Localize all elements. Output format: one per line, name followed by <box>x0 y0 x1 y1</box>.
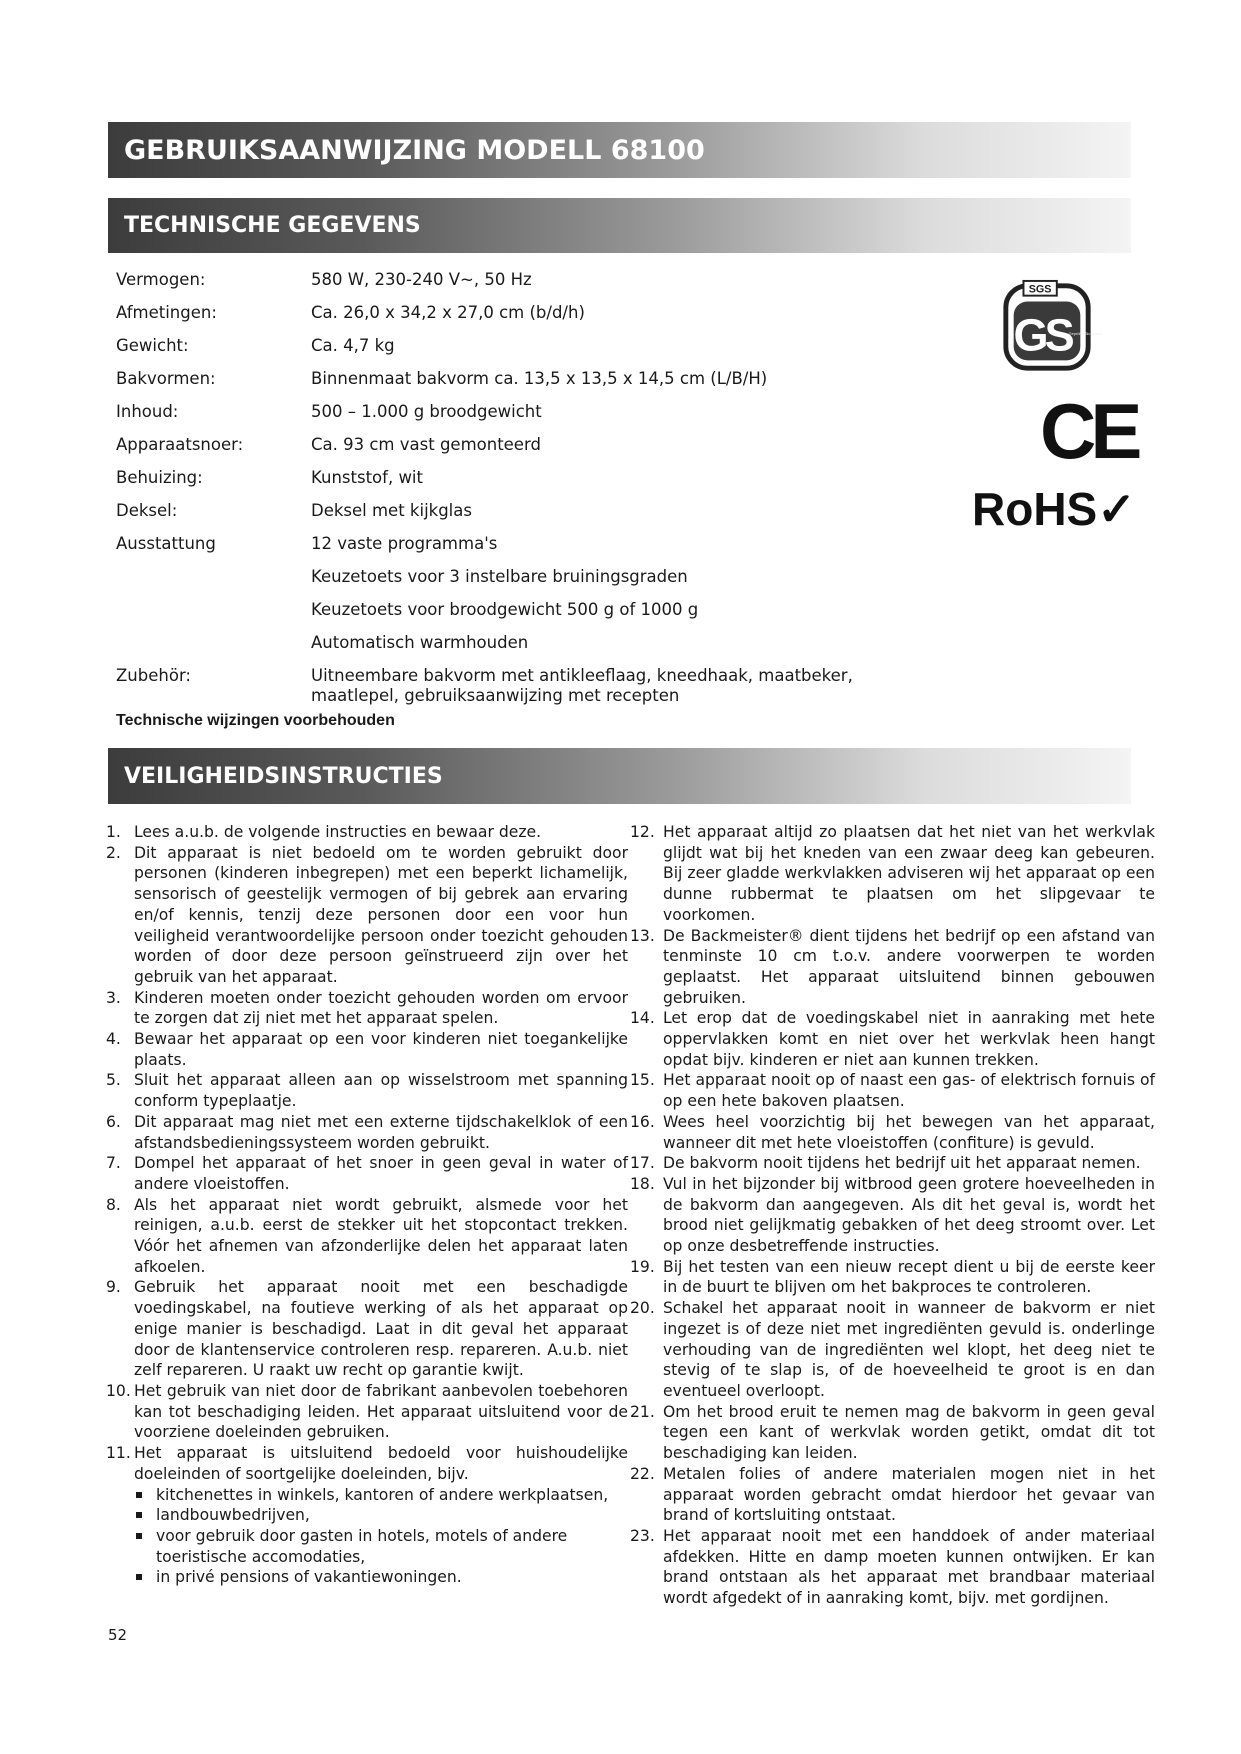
safety-item-number: 9. <box>106 1278 121 1297</box>
section-title-technical: TECHNISCHE GEGEVENS <box>124 213 421 238</box>
spec-row <box>116 501 936 534</box>
spec-value: Kunststof, wit <box>311 468 423 487</box>
safety-item-number: 19. <box>630 1257 655 1276</box>
safety-list-right <box>630 822 1155 1609</box>
safety-item-text: Bewaar het apparaat op een voor kinderen niet toegankelijke plaats. <box>134 1030 628 1069</box>
gs-letters: GS <box>1013 309 1071 361</box>
safety-item-number: 7. <box>106 1154 121 1173</box>
safety-item <box>630 1008 1155 1070</box>
safety-item <box>630 1464 1155 1526</box>
spec-value: Automatisch warmhouden <box>311 633 529 652</box>
spec-value: Ca. 4,7 kg <box>311 336 395 355</box>
spec-value: Uitneembare bakvorm met antikleeflaag, kneedhaak, maatbeker, maatlepel, gebruiksaanwijzing met recepten <box>311 666 853 705</box>
safety-item-number: 2. <box>106 843 121 862</box>
safety-item-number: 22. <box>630 1464 655 1483</box>
safety-item <box>630 1402 1155 1464</box>
gs-mark-logo <box>998 278 1103 376</box>
spec-label: Behuizing: <box>116 468 203 487</box>
safety-list-left <box>106 822 628 1588</box>
safety-item <box>630 1174 1155 1257</box>
spec-label: Zubehör: <box>116 666 191 685</box>
spec-row <box>116 402 936 435</box>
bullet-item <box>136 1485 628 1506</box>
safety-item-text: Dit apparaat mag niet met een externe tijdschakelklok of een afstandsbedieningssysteem worden gebruikt. <box>134 1112 628 1152</box>
safety-item <box>106 1381 628 1443</box>
safety-item-number: 11. <box>106 1444 131 1463</box>
safety-item-number: 10. <box>106 1381 131 1400</box>
spec-value: Ca. 26,0 x 34,2 x 27,0 cm (b/d/h) <box>311 303 585 322</box>
spec-value: 12 vaste programma's <box>311 534 498 553</box>
spec-row <box>116 468 936 501</box>
safety-item-text: Het apparaat nooit op of naast een gas- of elektrisch fornuis of op een hete bakoven plaatsen. <box>663 1071 1155 1111</box>
safety-item-number: 18. <box>630 1174 655 1193</box>
safety-item-number: 1. <box>106 823 121 841</box>
spec-label: Ausstattung <box>116 534 216 553</box>
spec-value: 500 – 1.000 g broodgewicht <box>311 402 542 421</box>
gs-sgs-text: SGS <box>1028 283 1052 296</box>
safety-item-number: 14. <box>630 1009 655 1028</box>
safety-item-number: 3. <box>106 988 121 1007</box>
safety-item-text: Bij het testen van een nieuw recept dient u bij de eerste keer in de buurt te blijven om het bakproces te controleren. <box>663 1257 1155 1297</box>
rohs-logo: RoHS✓ <box>972 483 1136 535</box>
bullet-text: voor gebruik door gasten in hotels, motels of andere toeristische accomodaties, <box>156 1526 568 1566</box>
safety-item-text: Kinderen moeten onder toezicht gehouden worden om ervoor te zorgen dat zij niet met het apparaat spelen. <box>134 988 628 1028</box>
safety-item <box>106 1112 628 1153</box>
bullet-square-icon <box>136 1492 142 1498</box>
safety-item-text: Lees a.u.b. de volgende instructies en bewaar deze. <box>134 823 542 841</box>
gs-side-text: Geprüfte Sicherheit <box>1068 330 1103 336</box>
safety-item-number: 23. <box>630 1526 655 1545</box>
specs-table <box>116 270 936 706</box>
spec-label: Gewicht: <box>116 336 189 355</box>
safety-item <box>106 1443 628 1484</box>
page-number: 52 <box>108 1626 128 1644</box>
safety-item-number: 6. <box>106 1112 121 1131</box>
section-header-technical <box>108 198 1131 253</box>
safety-item-text: Het apparaat nooit met een handdoek of ander materiaal afdekken. Hitte en damp moeten kunnen ontwijken. Er kan brand ontstaan als het apparaat met brandbaar materiaal wordt afgedekt of in aanraking komt, bijv. met gordijnen. <box>663 1526 1155 1608</box>
spec-row <box>116 303 936 336</box>
specs-note: Technische wijzingen voorbehouden <box>116 712 395 729</box>
household-use-bullets <box>106 1485 628 1589</box>
safety-item-text: Om het brood eruit te nemen mag de bakvorm in geen geval tegen een kant of werkvlak worden getikt, omdat dit tot beschadiging kan leiden. <box>663 1402 1155 1463</box>
bullet-square-icon <box>136 1512 142 1518</box>
section-header-safety <box>108 748 1131 804</box>
safety-item-number: 15. <box>630 1071 655 1090</box>
spec-label: Afmetingen: <box>116 303 217 322</box>
safety-item <box>106 1153 628 1194</box>
safety-item <box>630 1153 1155 1174</box>
safety-item-text: De Backmeister® dient tijdens het bedrijf op een afstand van tenminste 10 cm t.o.v. andere voorwerpen te worden geplaatst. Het apparaat uitsluitend binnen gebouwen gebruiken. <box>663 926 1155 1007</box>
safety-item-number: 13. <box>630 926 655 945</box>
spec-label: Vermogen: <box>116 270 206 289</box>
safety-item-text: Metalen folies of andere materialen mogen niet in het apparaat worden gebracht omdat hierdoor het gevaar van brand of kortsluiting ontstaat. <box>663 1464 1155 1525</box>
safety-item-text: Let erop dat de voedingskabel niet in aanraking met hete oppervlakken komt en niet over het werkvlak heen hangt opdat bijv. kinderen er niet aan kunnen trekken. <box>663 1009 1155 1069</box>
safety-item-number: 21. <box>630 1402 655 1421</box>
safety-item-text: Vul in het bijzonder bij witbrood geen grotere hoeveelheden in de bakvorm dan aangegeven. Als dit het geval is, wordt het brood niet gelijkmatig gebakken of het deeg stroomt over. Let op onze desbetreffende instructies. <box>663 1174 1155 1256</box>
safety-item-text: Het apparaat altijd zo plaatsen dat het niet van het werkvlak glijdt wat bij het kneden van een zwaar deeg kan gebeuren. Bij zeer gladde werkvlakken adviseren wij het apparaat op een dunne rubbermat te plaatsen om het slipgevaar te voorkomen. <box>663 823 1155 924</box>
bullet-item <box>136 1526 628 1567</box>
safety-item-text: Dit apparaat is niet bedoeld om te worden gebruikt door personen (kinderen inbegrepen) met een beperkt lichamelijk, sensorisch of geestelijk vermogen of bij gebrek aan ervaring en/of kennis, tenzij deze personen door een voor hun veiligheid verantwoordelijke persoon onder toezicht gehouden worden of door deze persoon geïnstrueerd zijn over het gebruik van het apparaat. <box>134 843 628 986</box>
spec-row <box>116 534 936 666</box>
spec-row <box>116 336 936 369</box>
safety-item-text: Gebruik het apparaat nooit met een beschadigde voedingskabel, na foutieve werking of als het apparaat op enige manier is beschadigd. Laat in dit geval het apparaat door de klantenservice controleren resp. repareren. A.u.b. niet zelf repareren. U raakt uw recht op garantie kwijt. <box>134 1278 628 1380</box>
safety-item-text: Dompel het apparaat of het snoer in geen geval in water of andere vloeistoffen. <box>134 1154 628 1193</box>
ce-mark-logo: CE <box>1040 387 1137 475</box>
spec-row <box>116 270 936 303</box>
safety-item-number: 4. <box>106 1030 121 1049</box>
spec-value: 580 W, 230-240 V~, 50 Hz <box>311 270 532 289</box>
safety-item-number: 16. <box>630 1112 655 1131</box>
safety-item-text: Sluit het apparaat alleen aan op wisselstroom met spanning conform typeplaatje. <box>134 1071 628 1111</box>
spec-label: Deksel: <box>116 501 178 520</box>
bullet-item <box>136 1505 628 1526</box>
spec-value: Keuzetoets voor broodgewicht 500 g of 1000 g <box>311 600 699 619</box>
page-title: GEBRUIKSAANWIJZING MODELL 68100 <box>124 134 705 166</box>
safety-item <box>106 843 628 988</box>
bullet-text: in privé pensions of vakantiewoningen. <box>156 1568 462 1587</box>
bullet-square-icon <box>136 1533 142 1539</box>
section-title-safety: VEILIGHEIDSINSTRUCTIES <box>124 763 443 789</box>
safety-item-text: Wees heel voorzichtig bij het bewegen van het apparaat, wanneer dit met hete vloeistoffen (confiture) is gevuld. <box>663 1112 1155 1152</box>
bullet-square-icon <box>136 1574 142 1580</box>
spec-label: Bakvormen: <box>116 369 216 388</box>
bullet-text: landbouwbedrijven, <box>156 1506 310 1525</box>
safety-item-number: 20. <box>630 1299 655 1318</box>
safety-item-number: 5. <box>106 1071 121 1090</box>
spec-value: Deksel met kijkglas <box>311 501 472 520</box>
bullet-item <box>136 1567 628 1588</box>
safety-item <box>630 822 1155 926</box>
safety-item-number: 12. <box>630 823 655 841</box>
bullet-text: kitchenettes in winkels, kantoren of andere werkplaatsen, <box>156 1485 609 1504</box>
safety-item <box>106 822 628 843</box>
spec-row <box>116 369 936 402</box>
spec-label: Inhoud: <box>116 402 179 421</box>
safety-item <box>630 1257 1155 1298</box>
safety-item <box>106 1029 628 1070</box>
safety-item-text: Het apparaat is uitsluitend bedoeld voor huishoudelijke doeleinden of soortgelijke doeleinden, bijv. <box>134 1444 628 1483</box>
spec-row <box>116 435 936 468</box>
safety-item <box>106 1195 628 1278</box>
safety-item-text: Schakel het apparaat nooit in wanneer de bakvorm er niet ingezet is of deze niet met ingrediënten gevuld is. onderlinge verhouding van de ingrediënten wel klopt, het deeg niet te stevig of te slap is, of de hoeveelheid te groot is en dan eventueel overloopt. <box>663 1299 1155 1400</box>
safety-item <box>630 1112 1155 1153</box>
spec-value: Ca. 93 cm vast gemonteerd <box>311 435 541 454</box>
safety-item-text: De bakvorm nooit tijdens het bedrijf uit het apparaat nemen. <box>663 1154 1141 1173</box>
safety-item-text: Het gebruik van niet door de fabrikant aanbevolen toebehoren kan tot beschadiging leiden. Het apparaat uitsluitend voor de voorziene doeleinden gebruiken. <box>134 1381 628 1442</box>
safety-item <box>630 1526 1155 1609</box>
safety-item <box>630 1298 1155 1402</box>
safety-item <box>106 988 628 1029</box>
safety-item <box>106 1070 628 1111</box>
safety-item <box>630 926 1155 1009</box>
spec-row <box>116 666 936 706</box>
spec-value: Keuzetoets voor 3 instelbare bruiningsgraden <box>311 567 688 586</box>
safety-item-number: 17. <box>630 1154 655 1173</box>
safety-item-text: Als het apparaat niet wordt gebruikt, alsmede voor het reinigen, a.u.b. eerst de stekker uit het stopcontact trekken. Vóór het afnemen van afzonderlijke delen het apparaat laten afkoelen. <box>134 1195 628 1276</box>
page-title-banner <box>108 122 1131 178</box>
spec-value: Binnenmaat bakvorm ca. 13,5 x 13,5 x 14,5 cm (L/B/H) <box>311 369 768 388</box>
spec-label: Apparaatsnoer: <box>116 435 244 454</box>
safety-item <box>630 1070 1155 1111</box>
safety-item-number: 8. <box>106 1195 121 1214</box>
safety-item <box>106 1277 628 1381</box>
